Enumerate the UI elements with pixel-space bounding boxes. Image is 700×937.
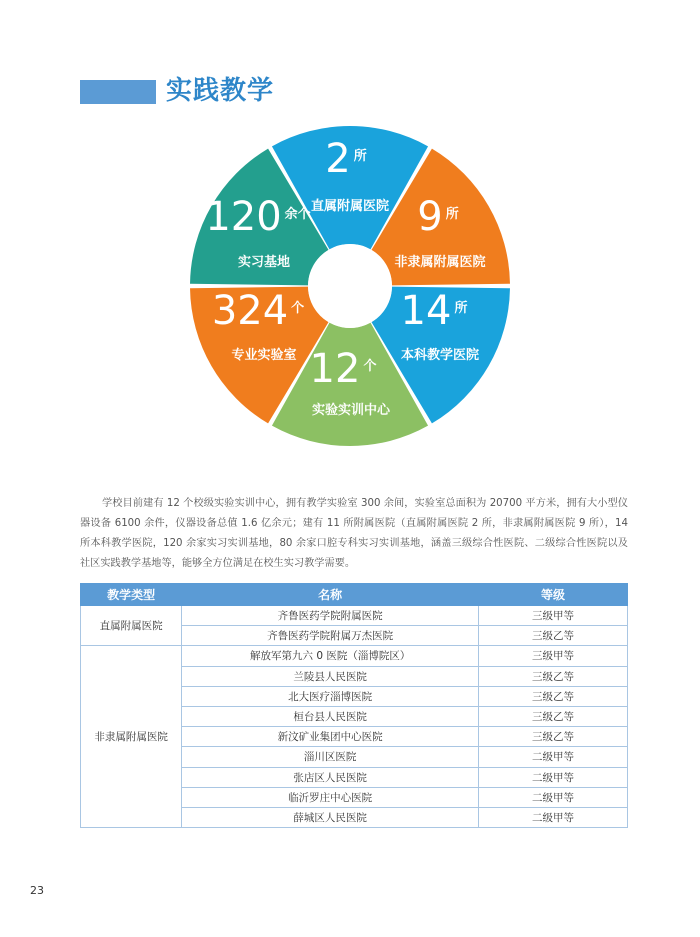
hospital-name-cell: 北大医疗淄博医院: [182, 686, 479, 706]
grade-cell: 三级乙等: [479, 626, 628, 646]
table-row: [81, 606, 628, 626]
hospital-name-cell: 张店区人民医院: [182, 767, 479, 787]
section-title-bar: [80, 80, 156, 104]
wheel-value-2: 9 $^所$: [417, 194, 459, 240]
header-name: 名称: [182, 584, 479, 606]
hospital-name-cell: 齐鲁医药学院附属万杰医院: [182, 626, 479, 646]
grade-cell: 二级甲等: [479, 747, 628, 767]
wheel-label-5: 专业实验室: [231, 348, 297, 363]
grade-cell: 三级乙等: [479, 706, 628, 726]
wheel-label-3: 本科教学医院: [400, 348, 480, 363]
type-cell: 非隶属附属医院: [81, 646, 182, 828]
wheel-label-4: 实验实训中心: [311, 403, 391, 418]
grade-cell: 二级甲等: [479, 787, 628, 807]
table-row: [81, 646, 628, 666]
hospital-name-cell: 桓台县人民医院: [182, 706, 479, 726]
section-title: 实践教学: [166, 76, 275, 106]
hospital-name-cell: 兰陵县人民医院: [182, 666, 479, 686]
grade-cell: 二级甲等: [479, 767, 628, 787]
wheel-value-1: 2 $^所$: [325, 136, 367, 182]
hospital-name-cell: 薛城区人民医院: [182, 807, 479, 827]
stats-wheel: [188, 124, 512, 448]
wheel-value-4: 12 $^个$: [309, 346, 377, 392]
table-header-row: [81, 584, 628, 606]
grade-cell: 三级乙等: [479, 666, 628, 686]
grade-cell: 三级甲等: [479, 606, 628, 626]
header-type: 教学类型: [81, 584, 182, 606]
hospital-name-cell: 新汶矿业集团中心医院: [182, 727, 479, 747]
wheel-center: [308, 244, 392, 328]
hospital-name-cell: 淄川区医院: [182, 747, 479, 767]
hospital-name-cell: 临沂罗庄中心医院: [182, 787, 479, 807]
grade-cell: 二级甲等: [479, 807, 628, 827]
grade-cell: 三级乙等: [479, 727, 628, 747]
hospital-name-cell: 解放军第九六 0 医院（淄博院区）: [182, 646, 479, 666]
wheel-value-5: 324 $^个$: [211, 288, 305, 334]
page-number: 23: [30, 884, 44, 897]
wheel-value-6: 120 $^{余个}$: [205, 194, 311, 240]
grade-cell: 三级甲等: [479, 646, 628, 666]
intro-paragraph: 学校目前建有 12 个校级实验实训中心，拥有教学实验室 300 余间，实验室总面积为 20700 平方米，拥有大小型仪器设备 6100 余件，仪器设备总值 1.6 亿余元；建有 11 所附属医院（直属附属医院 2 所，非隶属附属医院 9 所），14 所本科教学医院，120 余家实习实训基地，80 余家口腔专科实习实训基地，涵盖三级综合性医院、二级综合性医院以及社区实践教学基地等，能够全方位满足在校生实习教学需要。: [80, 498, 628, 569]
wheel-label-1: 直属附属医院: [310, 199, 390, 214]
header-grade: 等级: [479, 584, 628, 606]
hospital-name-cell: 齐鲁医药学院附属医院: [182, 606, 479, 626]
wheel-label-6: 实习基地: [237, 255, 291, 270]
grade-cell: 三级乙等: [479, 686, 628, 706]
type-cell: 直属附属医院: [81, 606, 182, 646]
wheel-label-2: 非隶属附属医院: [394, 255, 486, 270]
wheel-value-3: 14 $^所$: [400, 288, 468, 334]
hospital-table: [80, 583, 628, 828]
